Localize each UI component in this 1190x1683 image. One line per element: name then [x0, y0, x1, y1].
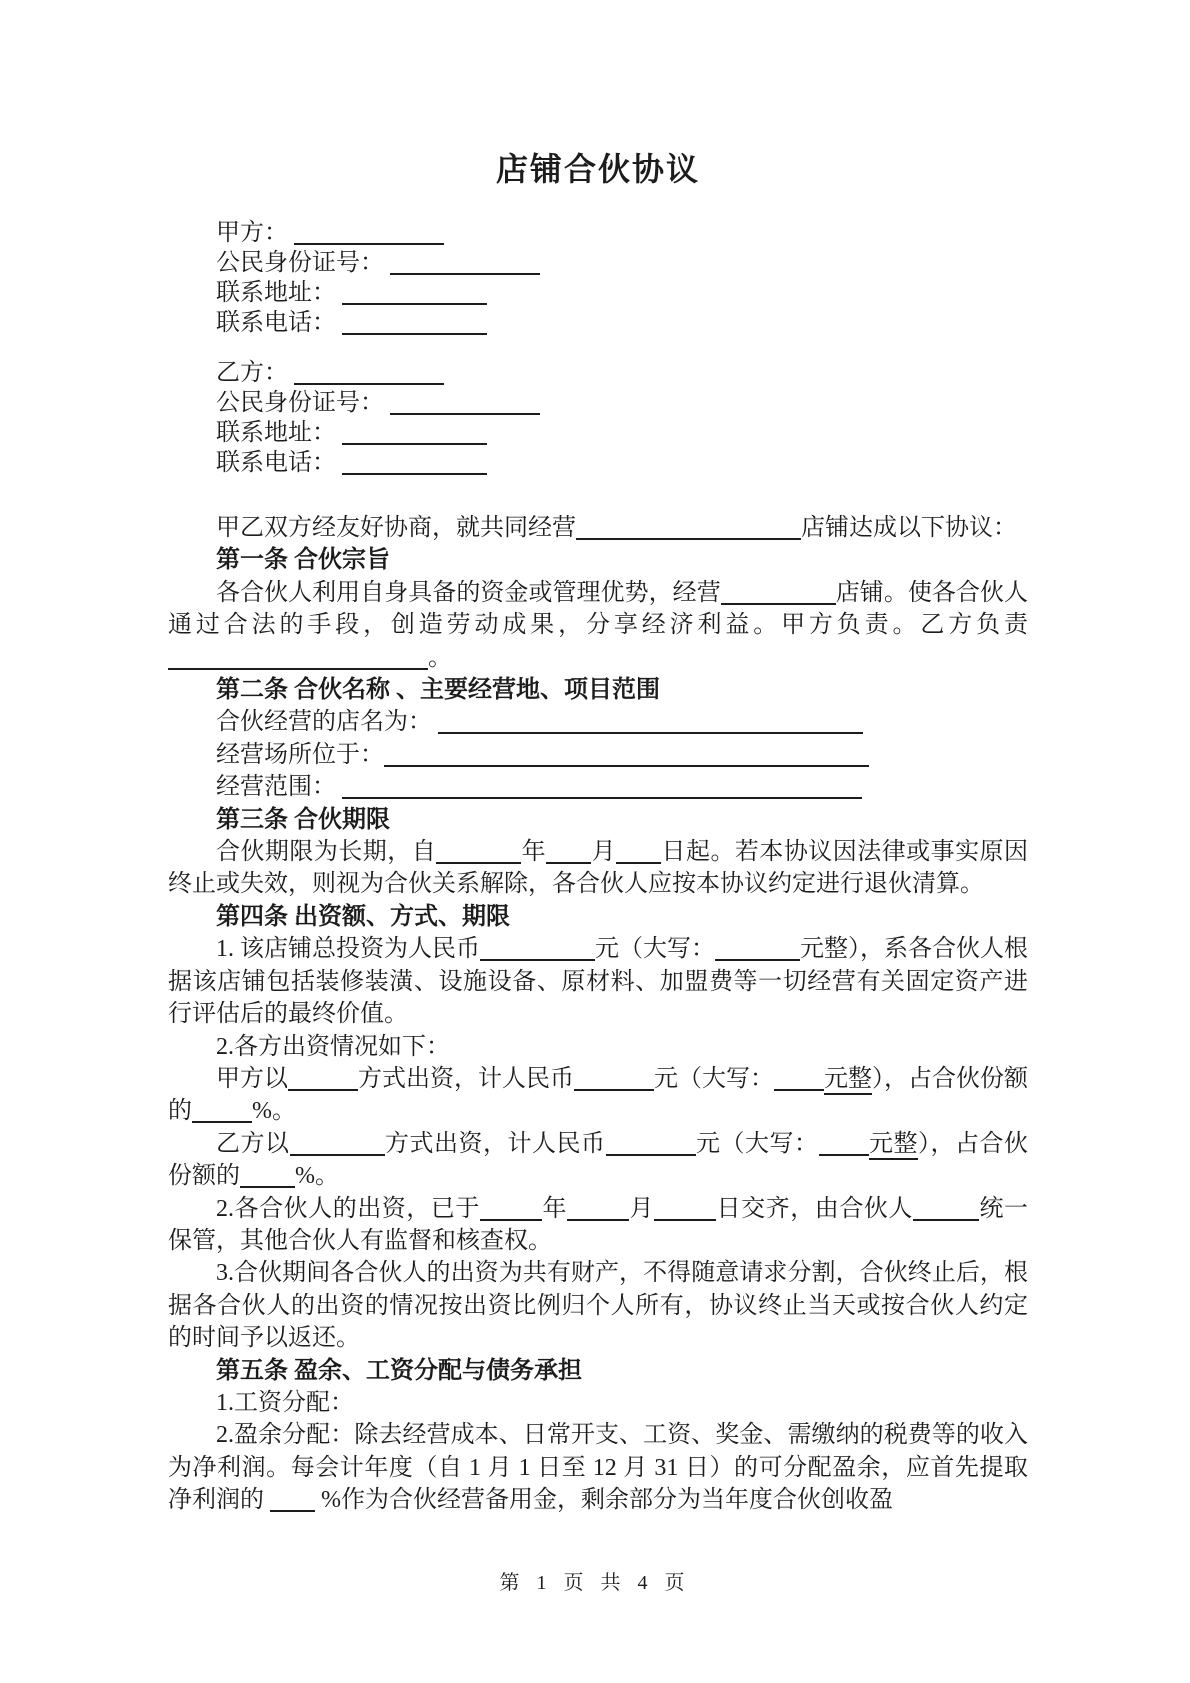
- text-run: 1. 该店铺总投资为人民币: [216, 936, 480, 963]
- text-run: 元（大写：: [654, 1065, 774, 1092]
- text-run: 元（大写：: [695, 1130, 819, 1157]
- text-run: 经营范围：: [216, 774, 342, 801]
- text-run: 元整），系各合伙人根据该店铺包括装修装潢、设施设备、原材料、加盟费等一切经营有关固定资产进行评估后的最终价值。: [168, 936, 1028, 1028]
- fill-in-blank: [390, 412, 540, 415]
- text-run: 合伙期限为长期，自: [216, 839, 437, 866]
- text-run: 合伙经营的店名为：: [216, 709, 438, 736]
- spacer: [168, 478, 1028, 512]
- total-investment-paragraph: [168, 933, 1028, 1030]
- fill-in-blank: [480, 1218, 542, 1221]
- text-run: %。: [252, 1098, 296, 1125]
- fill-in-blank: [436, 861, 521, 864]
- party-a-name-line: [168, 218, 1028, 248]
- fill-in-blank: [168, 667, 428, 670]
- article-3-body: [168, 836, 1028, 901]
- salary-distribution-line: [168, 1387, 1028, 1419]
- underlined-text: 元整: [824, 1066, 872, 1095]
- article-4-heading: [168, 901, 1028, 933]
- fill-in-blank: [270, 1509, 315, 1512]
- text-run: 3.合伙期间各合伙人的出资为共有财产，不得随意请求分割，合伙终止后，根据各合伙人的出资的情况按出资比例归个人所有，协议终止当天或按合伙人约定的时间予以返还。: [168, 1260, 1028, 1352]
- text-run: 第二条 合伙名称 、主要经营地、项目范围: [216, 677, 660, 704]
- text-run: 店铺达成以下协议：: [801, 515, 1017, 541]
- fill-in-blank: [567, 1218, 629, 1221]
- party-b-contribution-paragraph: [168, 1128, 1028, 1193]
- fill-in-blank: [384, 764, 869, 767]
- contribution-payment-paragraph: [168, 1193, 1028, 1258]
- text-run: ），占合伙份额的: [168, 1065, 1028, 1125]
- fill-in-blank: [606, 1153, 696, 1156]
- text-run: 第三条 合伙期限: [216, 806, 390, 833]
- text-run: 2.各合伙人的出资，已于: [216, 1195, 480, 1222]
- text-run: 公民身份证号：: [216, 250, 390, 276]
- fill-in-blank: [342, 472, 487, 475]
- fill-in-blank: [576, 537, 801, 540]
- text-run: 乙方：: [216, 360, 294, 386]
- text-run: 年: [521, 839, 547, 866]
- text-run: 第四条 出资额、方式、期限: [216, 903, 510, 930]
- fill-in-blank: [290, 1153, 385, 1156]
- article-5-heading: [168, 1355, 1028, 1387]
- document-content: [168, 148, 1028, 1517]
- surplus-distribution-paragraph: [168, 1419, 1028, 1516]
- fill-in-blank: [438, 731, 863, 734]
- party-a-address-line: [168, 278, 1028, 308]
- text-run: ），占合伙份额的: [168, 1130, 1028, 1190]
- text-run: 联系电话：: [216, 450, 342, 476]
- fill-in-blank: [342, 796, 862, 799]
- text-run: 第一条 合伙宗旨: [216, 547, 390, 574]
- text-run: 经营场所位于：: [216, 741, 384, 768]
- fill-in-blank: [294, 382, 444, 385]
- text-run: 1.工资分配：: [216, 1389, 354, 1416]
- text-run: 联系地址：: [216, 420, 342, 446]
- fill-in-blank: [574, 1088, 654, 1091]
- shop-name-line: [168, 706, 1028, 738]
- text-run: 方式出资，计人民币: [358, 1065, 574, 1092]
- party-a-contribution-paragraph: [168, 1063, 1028, 1128]
- text-run: 月: [591, 839, 617, 866]
- document-body: [168, 218, 1028, 1517]
- business-location-line: [168, 739, 1028, 771]
- party-b-name-line: [168, 358, 1028, 388]
- text-run: 联系地址：: [216, 280, 342, 306]
- text-run: 日交齐，由合伙人: [716, 1195, 913, 1222]
- fill-in-blank: [342, 302, 487, 305]
- intro-paragraph: [168, 512, 1028, 544]
- text-run: 年: [541, 1195, 568, 1222]
- fill-in-blank: [715, 958, 800, 961]
- article-3-heading: [168, 804, 1028, 836]
- text-run: 甲乙双方经友好协商，就共同经营: [216, 515, 576, 541]
- text-run: 乙方以: [216, 1130, 290, 1157]
- article-1-body: [168, 577, 1028, 674]
- party-b-phone-line: [168, 448, 1028, 478]
- text-run: 方式出资，计人民币: [384, 1130, 606, 1157]
- fill-in-blank: [480, 958, 595, 961]
- text-run: 2.盈余分配：除去经营成本、日常开支、工资、奖金、需缴纳的税费等的收入为净利润。每会计年度（自 1 月 1 日至 12 月 31 日）的可分配盈余，应首先提取净利润的: [168, 1422, 1028, 1514]
- text-run: 甲方：: [216, 220, 294, 246]
- article-1-heading: [168, 544, 1028, 576]
- joint-property-paragraph: [168, 1257, 1028, 1354]
- text-run: %作为合伙经营备用金，剩余部分为当年度合伙创收盈: [315, 1487, 893, 1514]
- spacer: [168, 338, 1028, 358]
- fill-in-blank: [913, 1218, 979, 1221]
- text-run: 公民身份证号：: [216, 390, 390, 416]
- text-run: 。: [428, 644, 452, 671]
- text-run: 统一保管，其他合伙人有监督和核查权。: [168, 1195, 1029, 1254]
- text-run: 2.各方出资情况如下：: [216, 1033, 450, 1060]
- party-a-id-line: [168, 248, 1028, 278]
- text-run: 各合伙人利用自身具备的资金或管理优势，经营: [216, 579, 721, 606]
- fill-in-blank: [721, 602, 836, 605]
- page-number-footer: 第 1 页 共 4 页: [499, 1572, 691, 1594]
- fill-in-blank: [654, 1218, 716, 1221]
- underlined-text: 元整: [869, 1131, 919, 1160]
- party-a-phone-line: [168, 308, 1028, 338]
- text-run: %。: [295, 1163, 339, 1190]
- text-run: 日起。若本协议因法律或事实原因终止或失效，则视为合伙关系解除，各合伙人应按本协议约定进行退伙清算。: [168, 839, 1029, 898]
- text-run: 联系电话：: [216, 310, 342, 336]
- fill-in-blank: [774, 1088, 824, 1091]
- fill-in-blank: [819, 1153, 869, 1156]
- text-run: 元（大写：: [595, 936, 715, 963]
- party-b-address-line: [168, 418, 1028, 448]
- fill-in-blank: [616, 861, 661, 864]
- business-scope-line: [168, 771, 1028, 803]
- article-2-heading: [168, 674, 1028, 706]
- fill-in-blank: [192, 1120, 252, 1123]
- fill-in-blank: [288, 1088, 358, 1091]
- party-b-id-line: [168, 388, 1028, 418]
- text-run: 甲方以: [216, 1065, 288, 1092]
- fill-in-blank: [342, 442, 487, 445]
- fill-in-blank: [546, 861, 591, 864]
- fill-in-blank: [294, 242, 444, 245]
- fill-in-blank: [342, 332, 487, 335]
- fill-in-blank: [240, 1185, 295, 1188]
- text-run: 店铺。使各合伙人通过合法的手段，创造劳动成果，分享经济利益。甲方负责。乙方负责: [168, 579, 1029, 639]
- contribution-intro-line: [168, 1031, 1028, 1063]
- text-run: 第五条 盈余、工资分配与债务承担: [216, 1357, 582, 1384]
- text-run: 月: [629, 1195, 655, 1222]
- fill-in-blank: [390, 272, 540, 275]
- document-title: 店铺合伙协议: [495, 151, 700, 187]
